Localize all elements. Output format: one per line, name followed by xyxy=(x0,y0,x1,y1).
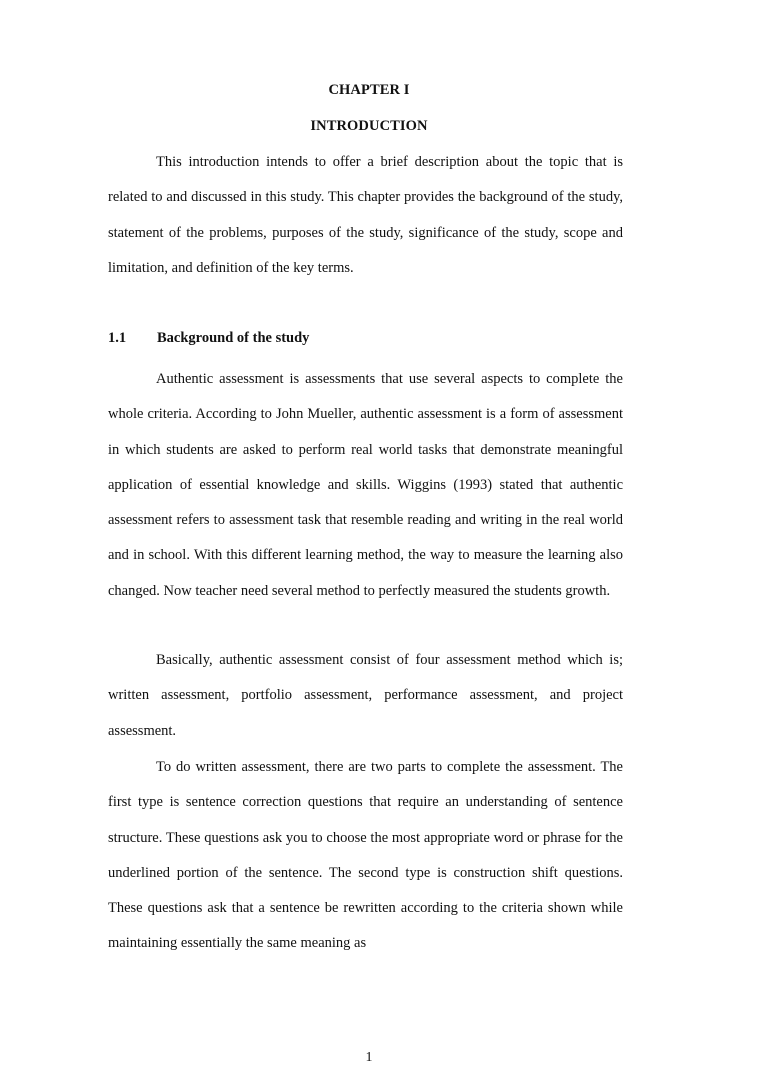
body-paragraph: To do written assessment, there are two parts to complete the assessment. The first type is sentence correction questions that require an understanding of sentence structure. These questions ask you to choose the most appropriate word or phrase for the underlined portion of the sentence. The second type is construction shift questions. These questions ask that a sentence be rewritten according to the criteria shown while maintaining essentially the same meaning as xyxy=(108,759,623,952)
intro-paragraph: This introduction intends to offer a brief description about the topic that is related to and discussed in this study. This chapter provides the background of the study, statement of the problems, purposes of the study, significance of the study, scope and limitation, and definition of the key terms. xyxy=(108,154,623,276)
page-number: 1 xyxy=(365,1050,373,1065)
section-number: 1.1 xyxy=(108,330,127,346)
section-heading xyxy=(108,330,309,347)
body-paragraph: Basically, authentic assessment consist of four assessment method which is; written assessment, portfolio assessment, performance assessment, and project assessment. xyxy=(108,652,623,739)
body-paragraph: Authentic assessment is assessments that use several aspects to complete the whole criteria. According to John Mueller, authentic assessment is a form of assessment in which students are asked to perform real world tasks that demonstrate meaningful application of essential knowledge and skills. Wiggins (1993) stated that authentic assessment refers to assessment task that resemble reading and writing in the real world and in school. With this different learning method, the way to measure the learning also changed. Now teacher need several method to perfectly measured the students growth. xyxy=(108,371,623,599)
chapter-title: INTRODUCTION xyxy=(310,118,428,134)
section-title: Background of the study xyxy=(157,330,310,346)
chapter-label: CHAPTER I xyxy=(328,82,410,98)
